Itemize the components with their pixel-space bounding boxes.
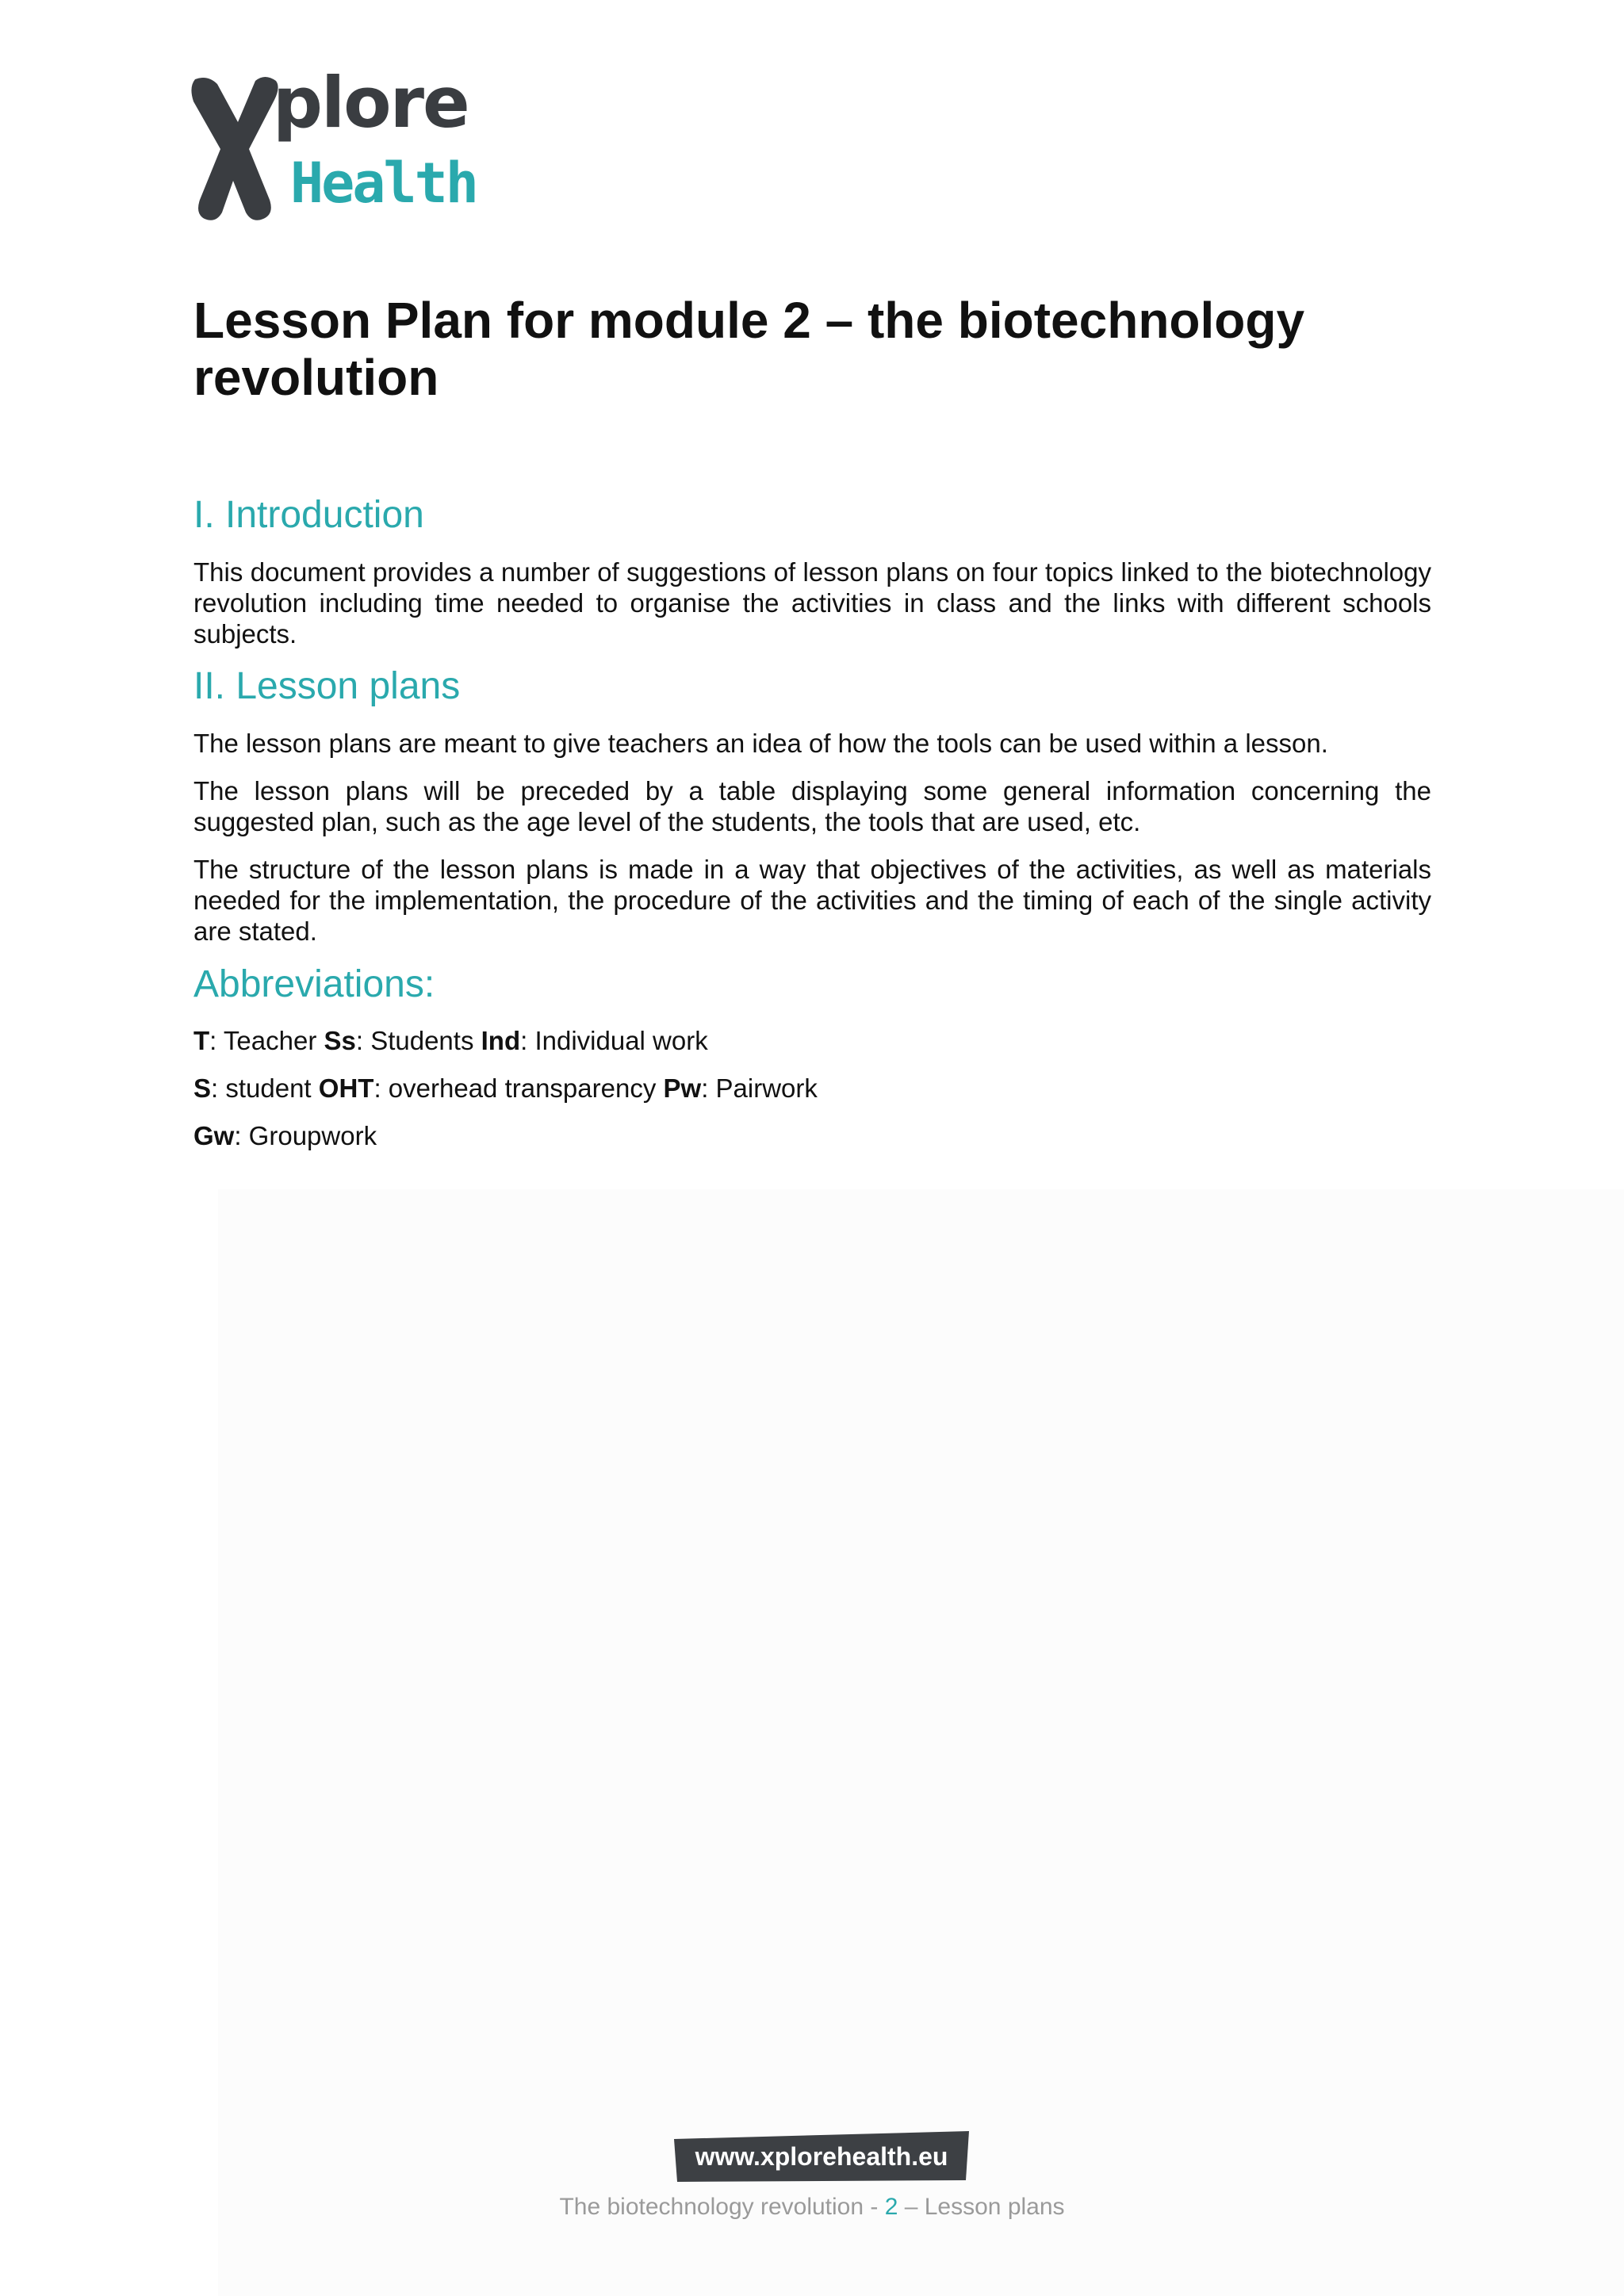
page-number: 2	[884, 2194, 898, 2220]
introduction-heading: I. Introduction	[193, 494, 424, 536]
page-background	[218, 1189, 1624, 2296]
abbreviations-line-2	[193, 1073, 818, 1104]
abbr-meaning: : Teacher	[209, 1026, 324, 1055]
abbr-meaning: : student	[211, 1073, 319, 1103]
page-footer	[0, 2193, 1624, 2221]
abbreviations-line-3	[193, 1120, 377, 1151]
abbr-term: S	[193, 1073, 212, 1103]
abbr-term: Gw	[193, 1121, 235, 1150]
abbr-term: Pw	[663, 1073, 702, 1103]
logo-wordmark-health: Health	[290, 151, 477, 216]
abbr-meaning: : Individual work	[520, 1026, 708, 1055]
x-chromosome-icon	[190, 73, 285, 224]
lesson-plans-heading: II. Lesson plans	[193, 665, 461, 707]
website-url[interactable]: www.xplorehealth.eu	[695, 2142, 948, 2171]
footer-right-text: – Lesson plans	[898, 2194, 1065, 2220]
lesson-plans-paragraph-1: The lesson plans are meant to give teachers an idea of how the tools can be used within a lesson.	[193, 729, 1328, 758]
document-title: Lesson Plan for module 2 – the biotechnology revolution	[193, 292, 1305, 406]
abbr-meaning: : Groupwork	[234, 1121, 377, 1150]
logo-wordmark-plore: plore	[273, 62, 469, 144]
abbr-meaning: : Pairwork	[701, 1073, 818, 1103]
xplore-health-logo	[190, 62, 492, 224]
abbr-term: T	[193, 1026, 210, 1055]
lesson-plans-paragraph-2: The lesson plans will be preceded by a table displaying some general information concerning the suggested plan, such as the age level of the students, the tools that are used, etc.	[193, 776, 1431, 836]
abbr-term: Ss	[324, 1026, 356, 1055]
abbr-term: OHT	[318, 1073, 374, 1103]
abbr-meaning: : overhead transparency	[373, 1073, 664, 1103]
footer-left-text: The biotechnology revolution -	[559, 2194, 885, 2220]
abbr-term: Ind	[481, 1026, 521, 1055]
abbreviations-line-1	[193, 1025, 708, 1056]
abbreviations-heading: Abbreviations:	[193, 963, 435, 1005]
lesson-plans-paragraph-3: The structure of the lesson plans is made in a way that objectives of the activities, as well as materials needed for the implementation, the procedure of the activities and the timing of each of the single activity are stated.	[193, 855, 1431, 946]
introduction-paragraph: This document provides a number of suggestions of lesson plans on four topics linked to the biotechnology revolution including time needed to organise the activities in class and the links with different schools subjects.	[193, 557, 1431, 649]
abbr-meaning: : Students	[355, 1026, 481, 1055]
